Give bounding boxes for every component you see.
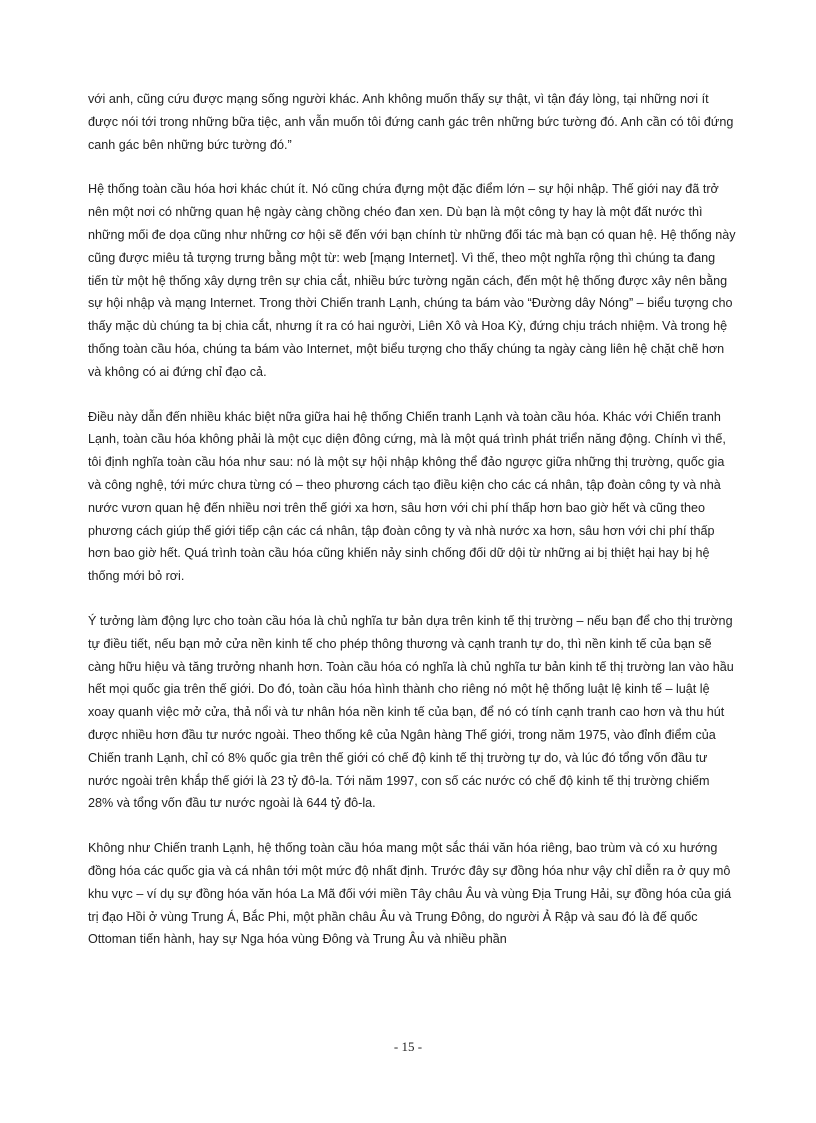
paragraph-4: Ý tưởng làm động lực cho toàn cầu hóa là chủ nghĩa tư bản dựa trên kinh tế thị trường – nếu bạn để cho thị trường tự điều tiết, nếu bạn mở cửa nền kinh tế cho phép thông thương và cạnh tranh tự do, thì nền kinh tế của bạn sẽ càng hữu hiệu và tăng trưởng nhanh hơn. Toàn cầu hóa có nghĩa là chủ nghĩa tư bản kinh tế thị trường lan vào hầu hết mọi quốc gia trên thế giới. Do đó, toàn cầu hóa hình thành cho riêng nó một hệ thống luật lệ kinh tế – luật lệ xoay quanh việc mở cửa, thả nổi và tư nhân hóa nền kinh tế của bạn, để nó có tính cạnh tranh cao hơn và thu hút được nhiều hơn đầu tư nước ngoài. Theo thống kê của Ngân hàng Thế giới, trong năm 1975, vào đỉnh điểm của Chiến tranh Lạnh, chỉ có 8% quốc gia trên thế giới có chế độ kinh tế thị trường tự do, và lúc đó tổng vốn đầu tư nước ngoài trên khắp thế giới là 23 tỷ đô-la. Tới năm 1997, con số các nước có chế độ kinh tế thị trường chiếm 28% và tổng vốn đầu tư nước ngoài là 644 tỷ đô-la. (88, 613, 734, 811)
paragraph-5: Không như Chiến tranh Lạnh, hệ thống toàn cầu hóa mang một sắc thái văn hóa riêng, bao trùm và có xu hướng đồng hóa các quốc gia và cá nhân tới một mức độ nhất định. Trước đây sự đồng hóa như vậy chỉ diễn ra ở quy mô khu vực – ví dụ sự đồng hóa văn hóa La Mã đối với miền Tây châu Âu và vùng Địa Trung Hải, sự đồng hóa của giá trị đạo Hồi ở vùng Trung Á, Bắc Phi, một phần châu Âu và Trung Đông, do người Ả Rập và sau đó là đế quốc Ottoman tiến hành, hay sự Nga hóa vùng Đông và Trung Âu và nhiều phần (88, 841, 732, 947)
paragraph-1: với anh, cũng cứu được mạng sống người khác. Anh không muốn thấy sự thật, vì tận đáy lòng, tại những nơi ít được nói tới trong những bữa tiệc, anh vẫn muốn tôi đứng canh gác trên những bức tường đó. Anh cần có tôi đứng canh gác bên những bức tường đó.” (88, 92, 734, 152)
page-body (88, 88, 736, 951)
page-number: - 15 - (393, 1039, 423, 1054)
paragraph-3: Điều này dẫn đến nhiều khác biệt nữa giữa hai hệ thống Chiến tranh Lạnh và toàn cầu hóa. Khác với Chiến tranh Lạnh, toàn cầu hóa không phải là một cục diện đông cứng, mà là một quá trình phát triển năng động. Chính vì thế, tôi định nghĩa toàn cầu hóa như sau: nó là một sự hội nhập không thể đảo ngược giữa những thị trường, quốc gia và công nghệ, tới mức chưa từng có – theo phương cách tạo điều kiện cho các cá nhân, tập đoàn công ty và nhà nước vươn quan hệ đến nhiều nơi trên thế giới xa hơn, sâu hơn với chi phí thấp hơn bao giờ hết và cũng theo phương cách giúp thế giới tiếp cận các cá nhân, tập đoàn công ty và nhà nước xa hơn, sâu hơn với chi phí thấp hơn bao giờ hết. Quá trình toàn cầu hóa cũng khiến nảy sinh chống đối dữ dội từ những ai bị thiệt hại hay bị hệ thống mới bỏ rơi. (88, 409, 726, 584)
paragraph-2: Hệ thống toàn cầu hóa hơi khác chút ít. Nó cũng chứa đựng một đặc điểm lớn – sự hội nhập. Thế giới nay đã trở nên một nơi có những quan hệ ngày càng chồng chéo đan xen. Dù bạn là một công ty hay là một đất nước thì những mối đe dọa cũng như những cơ hội sẽ đến với bạn chính từ những đối tác mà bạn có quan hệ. Hệ thống này cũng được miêu tả tượng trưng bằng một từ: web [mạng Internet]. Vì thế, theo một nghĩa rộng thì chúng ta đang tiến từ một hệ thống xây dựng trên sự chia cắt, nhiều bức tường ngăn cách, đến một hệ thống được xây nên bằng sự hội nhập và mạng Internet. Trong thời Chiến tranh Lạnh, chúng ta bám vào “Đường dây Nóng” – biểu tượng cho thấy mặc dù chúng ta bị chia cắt, nhưng ít ra có hai người, Liên Xô và Hoa Kỳ, đứng chịu trách nhiệm. Và trong hệ thống toàn cầu hóa, chúng ta bám vào Internet, một biểu tượng cho thấy chúng ta ngày càng liên hệ chặt chẽ hơn và không có ai đứng chỉ đạo cả. (88, 182, 736, 379)
